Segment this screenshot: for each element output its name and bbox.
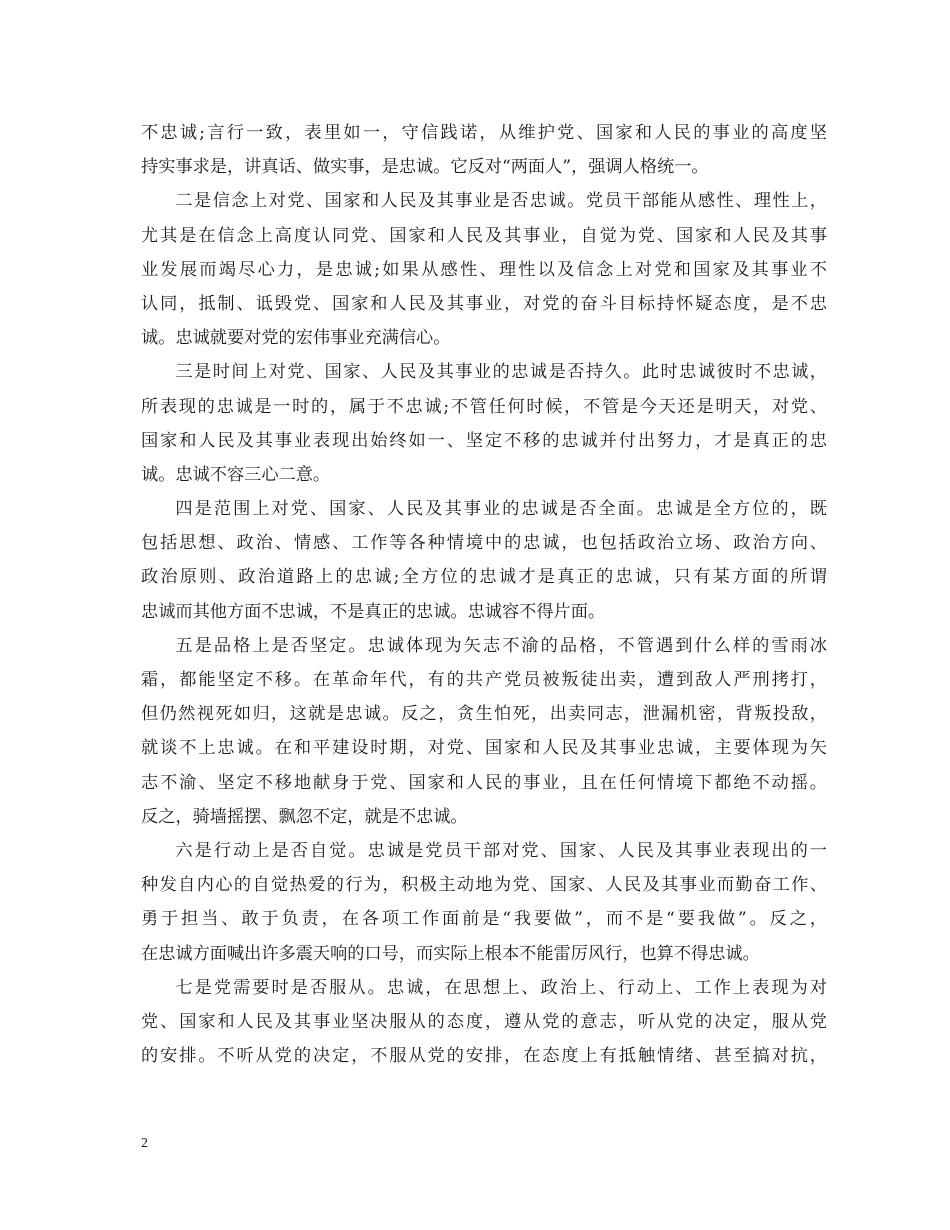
text-line: 勇于担当、敢于负责，在各项工作面前是“我要做”，而不是“要我做”。反之，	[141, 909, 827, 930]
text-line: 但仍然视死如归，这就是忠诚。反之，贪生怕死，出卖同志，泄漏机密，背叛投敌，	[141, 704, 827, 725]
text-line: 志不渝、坚定不移地献身于党、国家和人民的事业，且在任何情境下都绝不动摇。	[141, 772, 827, 793]
text-line: 的安排。不听从党的决定，不服从党的安排，在态度上有抵触情绪、甚至搞对抗，	[141, 1046, 827, 1067]
text-line: 在忠诚方面喊出许多震天响的口号，而实际上根本不能雷厉风行，也算不得忠诚。	[141, 943, 760, 964]
document-body	[141, 116, 827, 1073]
text-line: 包括思想、政治、情感、工作等各种情境中的忠诚，也包括政治立场、政治方向、	[141, 533, 827, 554]
page-number: 2	[141, 1136, 148, 1151]
paragraph-start-line: 六是行动上是否自觉。忠诚是党员干部对党、国家、人民及其事业表现出的一	[175, 840, 827, 861]
text-line: 尤其是在信念上高度认同党、国家和人民及其事业，自觉为党、国家和人民及其事	[141, 225, 827, 246]
text-line: 诚。忠诚不容三心二意。	[141, 464, 331, 485]
text-line: 忠诚而其他方面不忠诚，不是真正的忠诚。忠诚容不得片面。	[141, 601, 606, 622]
paragraph-start-line: 七是党需要时是否服从。忠诚，在思想上、政治上、行动上、工作上表现为对	[175, 977, 827, 998]
text-line: 认同，抵制、诋毁党、国家和人民及其事业，对党的奋斗目标持怀疑态度，是不忠	[141, 293, 827, 314]
paragraph-start-line: 三是时间上对党、国家、人民及其事业的忠诚是否持久。此时忠诚彼时不忠诚，	[175, 362, 827, 383]
text-line: 不忠诚;言行一致，表里如一，守信践诺，从维护党、国家和人民的事业的高度坚	[141, 123, 827, 143]
paragraph-start-line: 四是范围上对党、国家、人民及其事业的忠诚是否全面。忠诚是全方位的，既	[175, 499, 827, 520]
paragraph-start-line: 二是信念上对党、国家和人民及其事业是否忠诚。党员干部能从感性、理性上，	[175, 191, 827, 212]
text-line: 霜，都能坚定不移。在革命年代，有的共产党员被叛徒出卖，遭到敌人严刑拷打，	[141, 670, 827, 690]
text-line: 政治原则、政治道路上的忠诚;全方位的忠诚才是真正的忠诚，只有某方面的所谓	[141, 567, 827, 588]
text-line: 持实事求是，讲真话、做实事，是忠诚。它反对“两面人”，强调人格统一。	[141, 157, 709, 178]
text-line: 所表现的忠诚是一时的，属于不忠诚;不管任何时候，不管是今天还是明天，对党、	[141, 396, 827, 417]
text-line: 党、国家和人民及其事业坚决服从的态度，遵从党的意志，听从党的决定，服从党	[141, 1011, 827, 1032]
text-line: 国家和人民及其事业表现出始终如一、坚定不移的忠诚并付出努力，才是真正的忠	[141, 430, 827, 451]
text-line: 就谈不上忠诚。在和平建设时期，对党、国家和人民及其事业忠诚，主要体现为矢	[141, 738, 827, 759]
text-line: 诚。忠诚就要对党的宏伟事业充满信心。	[141, 328, 451, 349]
text-line: 业发展而竭尽心力，是忠诚;如果从感性、理性以及信念上对党和国家及其事业不	[141, 259, 827, 280]
text-line: 种发自内心的自觉热爱的行为，积极主动地为党、国家、人民及其事业而勤奋工作、	[141, 875, 827, 896]
paragraph-start-line: 五是品格上是否坚定。忠诚体现为矢志不渝的品格，不管遇到什么样的雪雨冰	[175, 635, 827, 656]
text-line: 反之，骑墙摇摆、飘忽不定，就是不忠诚。	[141, 806, 468, 827]
